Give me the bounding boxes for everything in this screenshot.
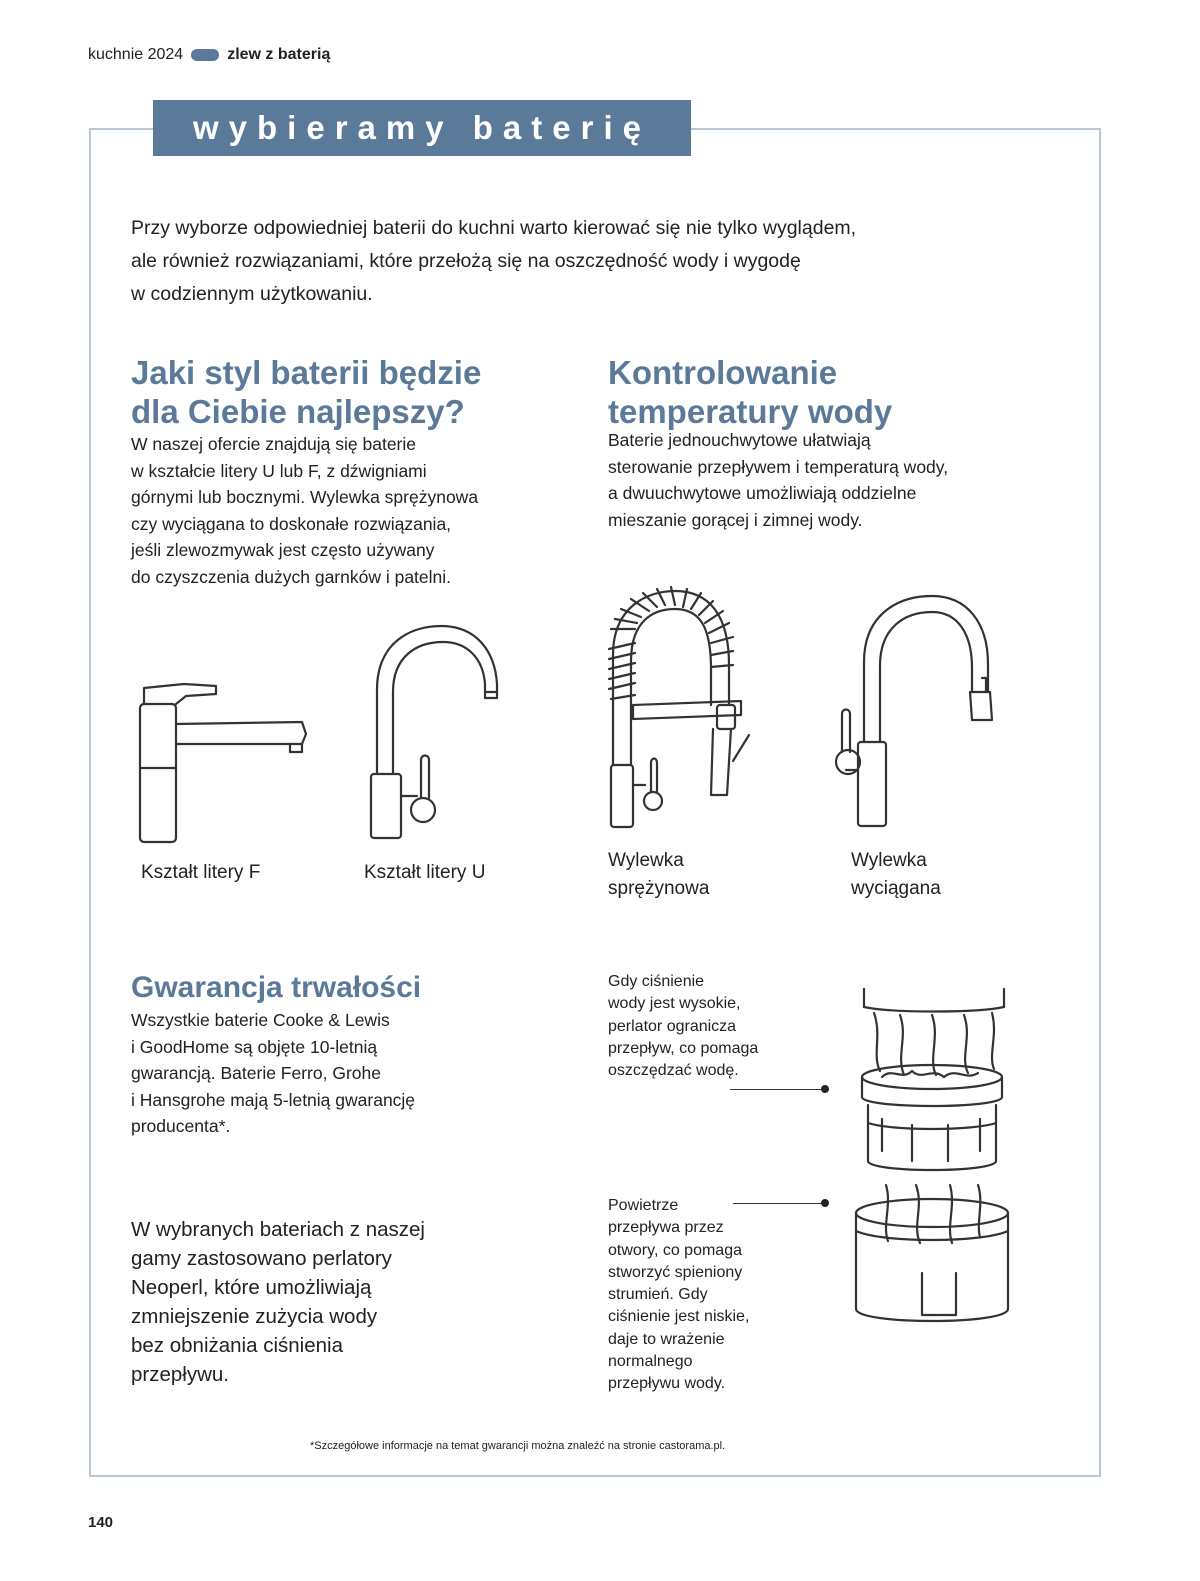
note-line: stworzyć spieniony xyxy=(608,1263,743,1281)
note-line: przepływa przez xyxy=(608,1219,724,1237)
page-title: wybieramy baterię xyxy=(153,100,691,156)
catalog-name: kuchnie 2024 xyxy=(88,46,184,63)
note-line: ciśnienie jest niskie, xyxy=(608,1308,750,1326)
aerator-note-high-pressure xyxy=(608,971,758,1082)
caption-line: Kształt litery F xyxy=(141,862,261,883)
faucet-caption-f xyxy=(141,859,260,887)
note-line: daje to wrażenie xyxy=(608,1330,725,1348)
note-line: Powietrze xyxy=(608,1197,679,1214)
warranty-heading: Gwarancja trwałości xyxy=(131,971,422,1004)
note-line: Neoperl, które umożliwiają xyxy=(131,1276,372,1299)
intro-line: Przy wyborze odpowiedniej baterii do kuchni warto kierować się nie tylko wyglądem, xyxy=(131,217,857,239)
note-line: wody jest wysokie, xyxy=(608,995,741,1013)
note-line: normalnego xyxy=(608,1353,693,1371)
style-body xyxy=(131,431,478,590)
body-line: W naszej ofercie znajdują się baterie xyxy=(131,434,417,454)
body-line: sterowanie przepływem i temperaturą wody, xyxy=(608,456,949,477)
aerator-icon xyxy=(852,985,1014,1327)
note-line: gamy zastosowano perlatory xyxy=(131,1247,392,1270)
spring-spout-faucet-icon xyxy=(605,585,755,830)
heading-line: Jaki styl baterii będzie xyxy=(131,354,482,391)
body-line: Wszystkie baterie Cooke & Lewis xyxy=(131,1010,390,1030)
warranty-body xyxy=(131,1007,415,1140)
caption-line: sprężynowa xyxy=(608,878,710,899)
note-line: przepływu wody. xyxy=(608,1375,726,1393)
leader-line xyxy=(730,1089,824,1090)
heading-line: dla Ciebie najlepszy? xyxy=(131,393,465,430)
note-line: zmniejszenie zużycia wody xyxy=(131,1305,378,1328)
heading-line: temperatury wody xyxy=(608,393,893,430)
temperature-heading xyxy=(608,353,892,431)
style-heading xyxy=(131,353,481,431)
body-line: a dwuuchwytowe umożliwiają oddzielne xyxy=(608,483,917,503)
faucet-caption-pullout xyxy=(851,847,941,903)
leader-line xyxy=(733,1203,824,1204)
note-line: Gdy ciśnienie xyxy=(608,973,705,990)
body-line: do czyszczenia dużych garnków i patelni. xyxy=(131,566,452,587)
note-line: perlator ogranicza xyxy=(608,1017,737,1035)
leader-dot xyxy=(821,1199,829,1207)
note-line: strumień. Gdy xyxy=(608,1286,708,1304)
body-line: jeśli zlewozmywak jest często używany xyxy=(131,540,435,560)
note-line: przepływu. xyxy=(131,1363,229,1386)
note-line: bez obniżania ciśnienia xyxy=(131,1334,343,1357)
breadcrumb-separator-pill xyxy=(191,49,219,61)
caption-line: Kształt litery U xyxy=(364,862,486,883)
temperature-body xyxy=(608,427,948,533)
caption-line: Wylewka xyxy=(608,850,684,871)
faucet-caption-spring xyxy=(608,847,709,903)
note-line: oszczędzać wodę. xyxy=(608,1062,739,1080)
intro-line: ale również rozwiązaniami, które przełożą się na oszczędność wody i wygodę xyxy=(131,250,801,272)
body-line: i Hansgrohe mają 5-letnią gwarancję xyxy=(131,1089,416,1110)
section-name: zlew z baterią xyxy=(227,46,331,63)
body-line: w kształcie litery U lub F, z dźwigniami xyxy=(131,460,427,481)
body-line: górnymi lub bocznymi. Wylewka sprężynowa xyxy=(131,487,479,507)
u-shape-faucet-icon xyxy=(365,622,515,842)
caption-line: Wylewka xyxy=(851,850,927,871)
note-line: przepływ, co pomaga xyxy=(608,1039,759,1057)
heading-line: Kontrolowanie xyxy=(608,354,838,391)
caption-line: wyciągana xyxy=(851,878,941,899)
note-line: otwory, co pomaga xyxy=(608,1241,742,1259)
note-line: W wybranych bateriach z naszej xyxy=(131,1218,425,1241)
breadcrumb xyxy=(88,46,330,64)
body-line: producenta*. xyxy=(131,1116,231,1136)
footnote: *Szczegółowe informacje na temat gwarancji można znaleźć na stronie castorama.pl. xyxy=(310,1440,726,1452)
body-line: i GoodHome są objęte 10-letnią xyxy=(131,1036,378,1057)
intro-paragraph xyxy=(131,212,1031,311)
body-line: mieszanie gorącej i zimnej wody. xyxy=(608,509,863,530)
page-number: 140 xyxy=(88,1514,114,1531)
faucet-caption-u xyxy=(364,859,485,887)
aerator-note-air xyxy=(608,1195,749,1396)
leader-dot xyxy=(821,1085,829,1093)
f-shape-faucet-icon xyxy=(130,680,320,845)
intro-line: w codziennym użytkowaniu. xyxy=(131,283,373,305)
pull-out-spout-faucet-icon xyxy=(832,592,1002,832)
body-line: czy wyciągana to doskonałe rozwiązania, xyxy=(131,513,452,534)
body-line: Baterie jednouchwytowe ułatwiają xyxy=(608,430,871,450)
body-line: gwarancją. Baterie Ferro, Grohe xyxy=(131,1063,381,1083)
neoperl-note xyxy=(131,1215,425,1389)
